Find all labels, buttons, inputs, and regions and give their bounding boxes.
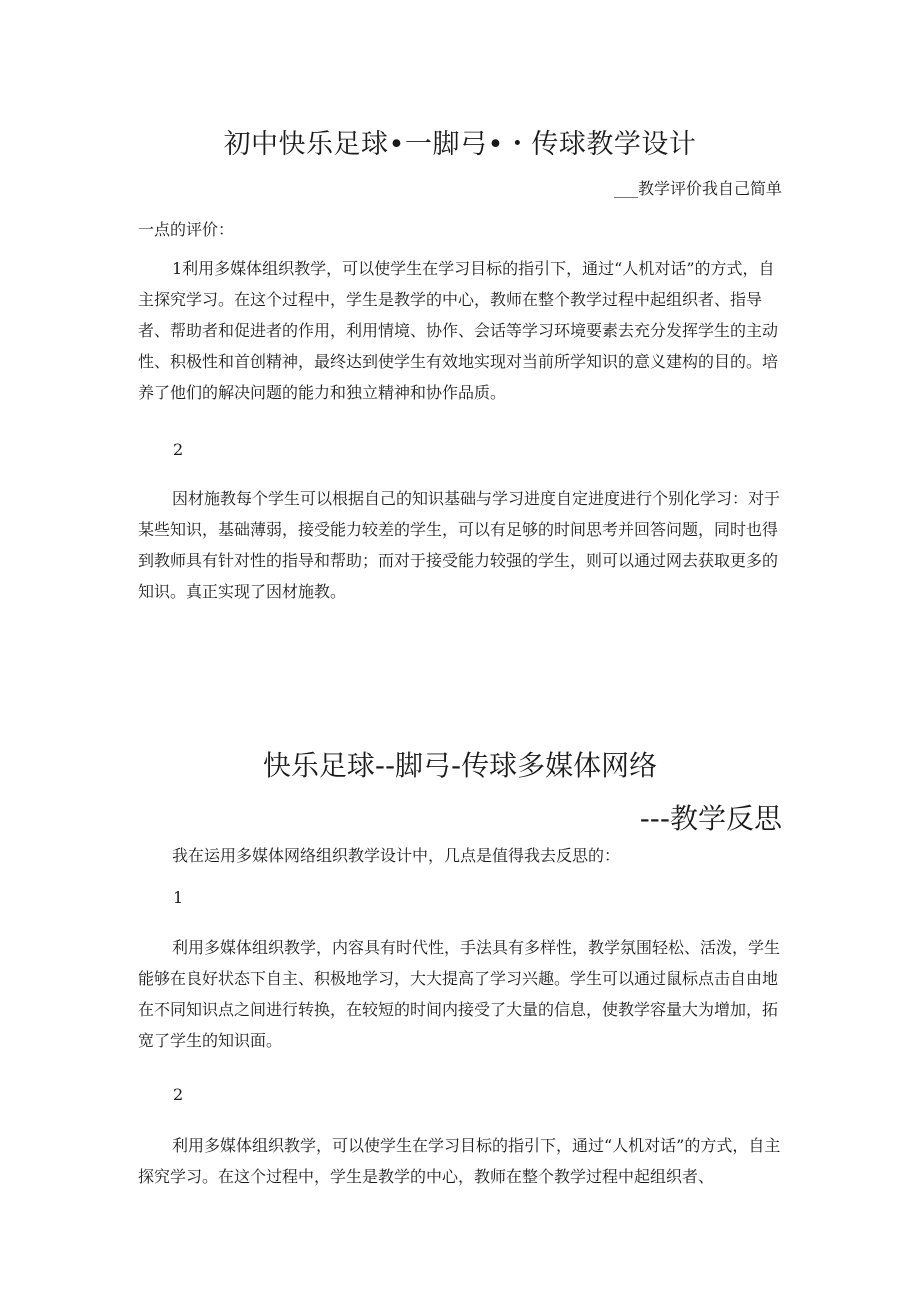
- reflection-number-1: 1: [173, 888, 184, 907]
- document-title: 初中快乐足球•一脚弓•・传球教学设计: [223, 129, 697, 160]
- reflection-paragraph-1: 利用多媒体组织教学，内容具有时代性，手法具有多样性，教学氛围轻松、活泼，学生能够在良好状态下自主、积极地学习，大大提高了学习兴趣。学生可以通过鼠标点击自由地在不同知识点之间进行转换，在较短的时间内接受了大量的信息，使教学容量大为增加，拓宽了学生的知识面。: [138, 938, 781, 1050]
- reflection-number-2: 2: [173, 1085, 184, 1104]
- reflection-title: 快乐足球--脚弓-传球多媒体网络: [262, 749, 658, 782]
- reflection-subtitle: ---教学反思: [639, 802, 782, 835]
- paragraph-2: 因材施教每个学生可以根据自己的知识基础与学习进度自定进度进行个别化学习：对于某些知识，基础薄弱，接受能力较差的学生，可以有足够的时间思考并回答问题，同时也得到教师具有针对性的指导和帮助；而对于接受能力较强的学生，则可以通过网去获取更多的知识。真正实现了因材施教。: [138, 489, 781, 601]
- lead-text: 一点的评价：: [138, 220, 235, 239]
- reflection-paragraph-2: 利用多媒体组织教学，可以使学生在学习目标的指引下，通过“人机对话”的方式，自主探究学习。在这个过程中，学生是教学的中心，教师在整个教学过程中起组织者、: [138, 1136, 781, 1186]
- paragraph-1: 1利用多媒体组织教学，可以使学生在学习目标的指引下，通过“人机对话”的方式，自主探究学习。在这个过程中，学生是教学的中心，教师在整个教学过程中起组织者、指导者、帮助者和促进者的作用，利用情境、协作、会话等学习环境要素去充分发挥学生的主动性、积极性和首创精神，最终达到使学生有效地实现对当前所学知识的意义建构的目的。培养了他们的解决问题的能力和独立精神和协作品质。: [138, 259, 779, 402]
- item-number-2: 2: [173, 440, 184, 459]
- reflection-intro: 我在运用多媒体网络组织教学设计中，几点是值得我去反思的：: [172, 846, 621, 865]
- document-subtitle: ___教学评价我自己简单: [613, 179, 782, 198]
